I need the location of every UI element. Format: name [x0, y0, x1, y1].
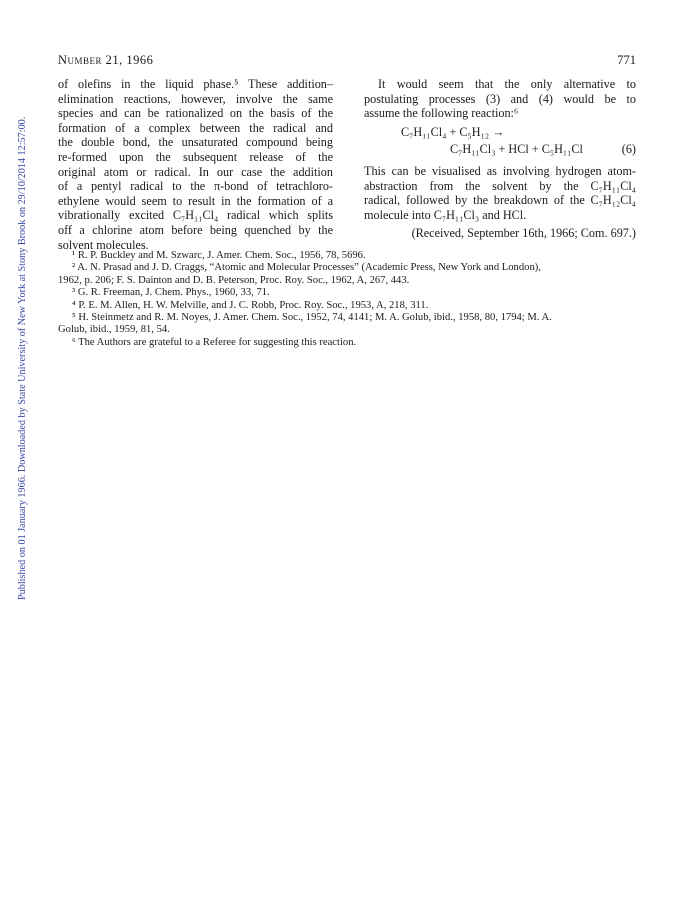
- body-line: elimination reactions, however, involve the same: [58, 91, 333, 106]
- reaction-products: C₇H₁₁Cl₃ + HCl + C₅H₁₁Cl: [450, 142, 583, 156]
- body-line: species and can be rationalized on the basis of the: [58, 106, 333, 121]
- body-line: solvent molecules.: [58, 237, 149, 252]
- body-line: of olefins in the liquid phase.⁵ These addition–: [58, 77, 333, 91]
- body-line: postulating processes (3) and (4) would be to: [364, 91, 636, 106]
- right-column-intro: [364, 77, 636, 121]
- received-date: (Received, September 16th, 1966; Com. 697.): [411, 226, 636, 240]
- body-line: original atom or radical. In our case the addition: [58, 164, 333, 179]
- body-line: ethylene would seem to result in the formation of a: [58, 193, 333, 208]
- body-line: off a chlorine atom before being quenched by the: [58, 222, 333, 237]
- body-line: molecule into C₇H₁₁Cl₃ and HCl.: [364, 207, 527, 222]
- body-line: re-formed upon the subsequent release of the: [58, 149, 333, 164]
- page-number: 771: [617, 53, 636, 67]
- reference-item-continued: 1962, p. 206; F. S. Dainton and D. B. Peterson, Proc. Roy. Soc., 1962, A, 267, 443.: [58, 274, 410, 286]
- reference-item-continued: Golub, ibid., 1959, 81, 54.: [58, 324, 170, 336]
- references-list: [58, 250, 636, 349]
- body-line: of a pentyl radical to the π-bond of tetrachloro-: [58, 179, 333, 194]
- body-line: It would seem that the only alternative to: [378, 77, 636, 91]
- body-line: abstraction from the solvent by the C₇H₁₁Cl₄: [364, 178, 636, 193]
- running-header: [58, 53, 636, 69]
- body-line: radical, followed by the breakdown of the C₇H₁₂Cl₄: [364, 193, 636, 208]
- download-note: Published on 01 January 1966. Downloaded by State University of New York at Stony Brook on 29/10/2014 12:57:00.: [17, 116, 28, 600]
- body-line: vibrationally excited C₇H₁₁Cl₄ radical which splits: [58, 208, 333, 223]
- body-line: This can be visualised as involving hydrogen atom-: [364, 164, 636, 178]
- reference-item: ³ G. R. Freeman, J. Chem. Phys., 1960, 33, 71.: [72, 287, 270, 299]
- body-line: assume the following reaction:⁶: [364, 106, 519, 121]
- reference-item: ⁴ P. E. M. Allen, H. W. Melville, and J. C. Robb, Proc. Roy. Soc., 1953, A, 218, 311.: [72, 299, 429, 311]
- right-column-body: [364, 164, 636, 222]
- body-line: the double bond, the unsaturated compound being: [58, 135, 333, 150]
- body-line: formation of a complex between the radical and: [58, 120, 333, 135]
- left-column: [58, 77, 333, 252]
- reference-item: ² A. N. Prasad and J. D. Craggs, “Atomic and Molecular Processes” (Academic Press, New York and London),: [72, 262, 541, 274]
- reference-item: ⁶ The Authors are grateful to a Referee for suggesting this reaction.: [72, 336, 357, 348]
- reference-item: ¹ R. P. Buckley and M. Szwarc, J. Amer. Chem. Soc., 1956, 78, 5696.: [72, 250, 366, 261]
- equation-number: (6): [621, 142, 636, 156]
- journal-issue: Number 21, 1966: [58, 53, 154, 67]
- reference-item: ⁵ H. Steinmetz and R. M. Noyes, J. Amer. Chem. Soc., 1952, 74, 4141; M. A. Golub, ibid., 1958, 80, 1794; M. A.: [72, 312, 552, 324]
- reaction-reactants: C₇H₁₁Cl₄ + C₅H₁₂ →: [401, 125, 505, 139]
- download-watermark: [4, 60, 28, 600]
